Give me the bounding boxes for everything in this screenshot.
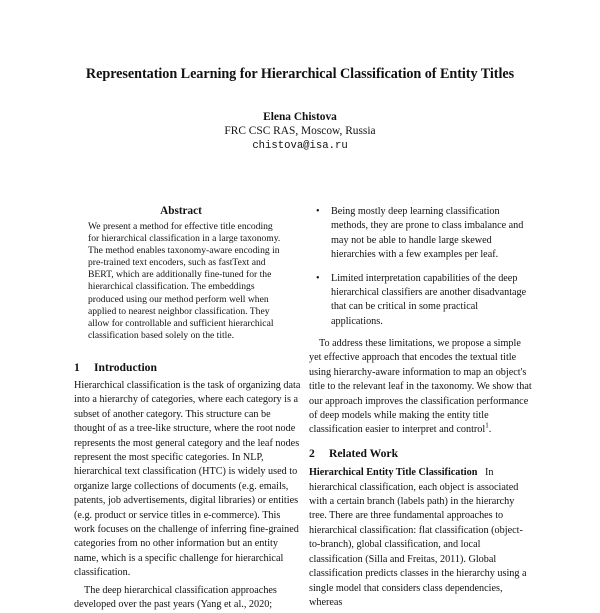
- paper-title: Representation Learning for Hierarchical Classification of Entity Titles: [85, 66, 515, 82]
- paragraph-heading: Hierarchical Entity Title Classification: [309, 467, 478, 479]
- bullet-icon: •: [316, 272, 320, 284]
- intro-section: [74, 361, 301, 374]
- intro-paragraph-1: Hierarchical classification is the task of organizing data into a hierarchy of categories, where each category is a subset of another category. This structure can be thought of as a tree-like structure, where the root node represents the most general category and the leaf nodes represent the most specific categories. In NLP, hierarchical text classification (HTC) is widely used to organize large collections of documents (e.g. emails, patents, job advertisements, digital libraries) or entities (e.g. product or service titles in e-commerce). This work focuses on the challenge of inferring fine-grained categories from no other information but an entity name, which is a specific challenge for hierarchical classification.: [74, 380, 301, 579]
- section-heading: Related Work: [329, 446, 399, 460]
- related-work-section: [309, 447, 532, 461]
- section-number: 2: [309, 446, 315, 460]
- list-item: [314, 272, 532, 330]
- list-item: [314, 205, 532, 263]
- section-number: 1: [74, 361, 80, 374]
- right-column-body: [309, 337, 532, 610]
- limitations-list: [314, 205, 532, 338]
- list-item-text: Limited interpretation capabilities of the deep hierarchical classifiers are another disadvantage that can be critical in some practical applications.: [331, 272, 527, 327]
- proposal-paragraph: [309, 337, 532, 438]
- paragraph-end: .: [488, 424, 492, 436]
- paragraph-text: To address these limitations, we propose a simple yet effective approach that encodes the textual title using hierarchy-aware information to map an object's title to the relevant leaf in the taxonomy. We show that our approach improves the classification performance of deep models while making the entity title classification easier to interpret and control: [309, 338, 532, 436]
- paragraph-text: In hierarchical classification, each object is associated with a certain branch (labels path) in the hierarchy tree. There are three fundamental approaches to hierarchical classification: flat classification (object-to-branch), global classification, and local classification (Silla and Freitas, 2011). Global classification predicts classes in the hierarchy using a single model that considers class dependencies, whereas: [309, 467, 527, 608]
- abstract-heading: Abstract: [160, 205, 202, 217]
- related-work-paragraph: [309, 466, 532, 610]
- list-item-text: Being mostly deep learning classification methods, they are prone to class imbalance and may not be able to handle large skewed hierarchies with a few examples per leaf.: [331, 206, 524, 261]
- bullet-icon: •: [316, 206, 320, 217]
- author-affiliation: FRC CSC RAS, Moscow, Russia: [224, 125, 376, 137]
- section-heading: Introduction: [94, 361, 157, 374]
- footnote-marker[interactable]: 1: [485, 422, 489, 431]
- intro-body: [74, 379, 301, 613]
- intro-paragraph-2: The deep hierarchical classification approaches developed over the past years (Yang et al., 2020;: [74, 584, 277, 611]
- author-email: chistova@isa.ru: [252, 140, 348, 152]
- abstract-text: We present a method for effective title encoding for hierarchical classification in a large taxonomy. The method enables taxonomy-aware encoding in pre-trained text encoders, such as fastText and BERT, which are additionally fine-tuned for the hierarchical classification. The embeddings produced using our method perform well when applied to nearest neighbor classification. They allow for controllable and sufficient hierarchical classification based solely on the title.: [88, 221, 281, 341]
- author-name: Elena Chistova: [263, 111, 337, 123]
